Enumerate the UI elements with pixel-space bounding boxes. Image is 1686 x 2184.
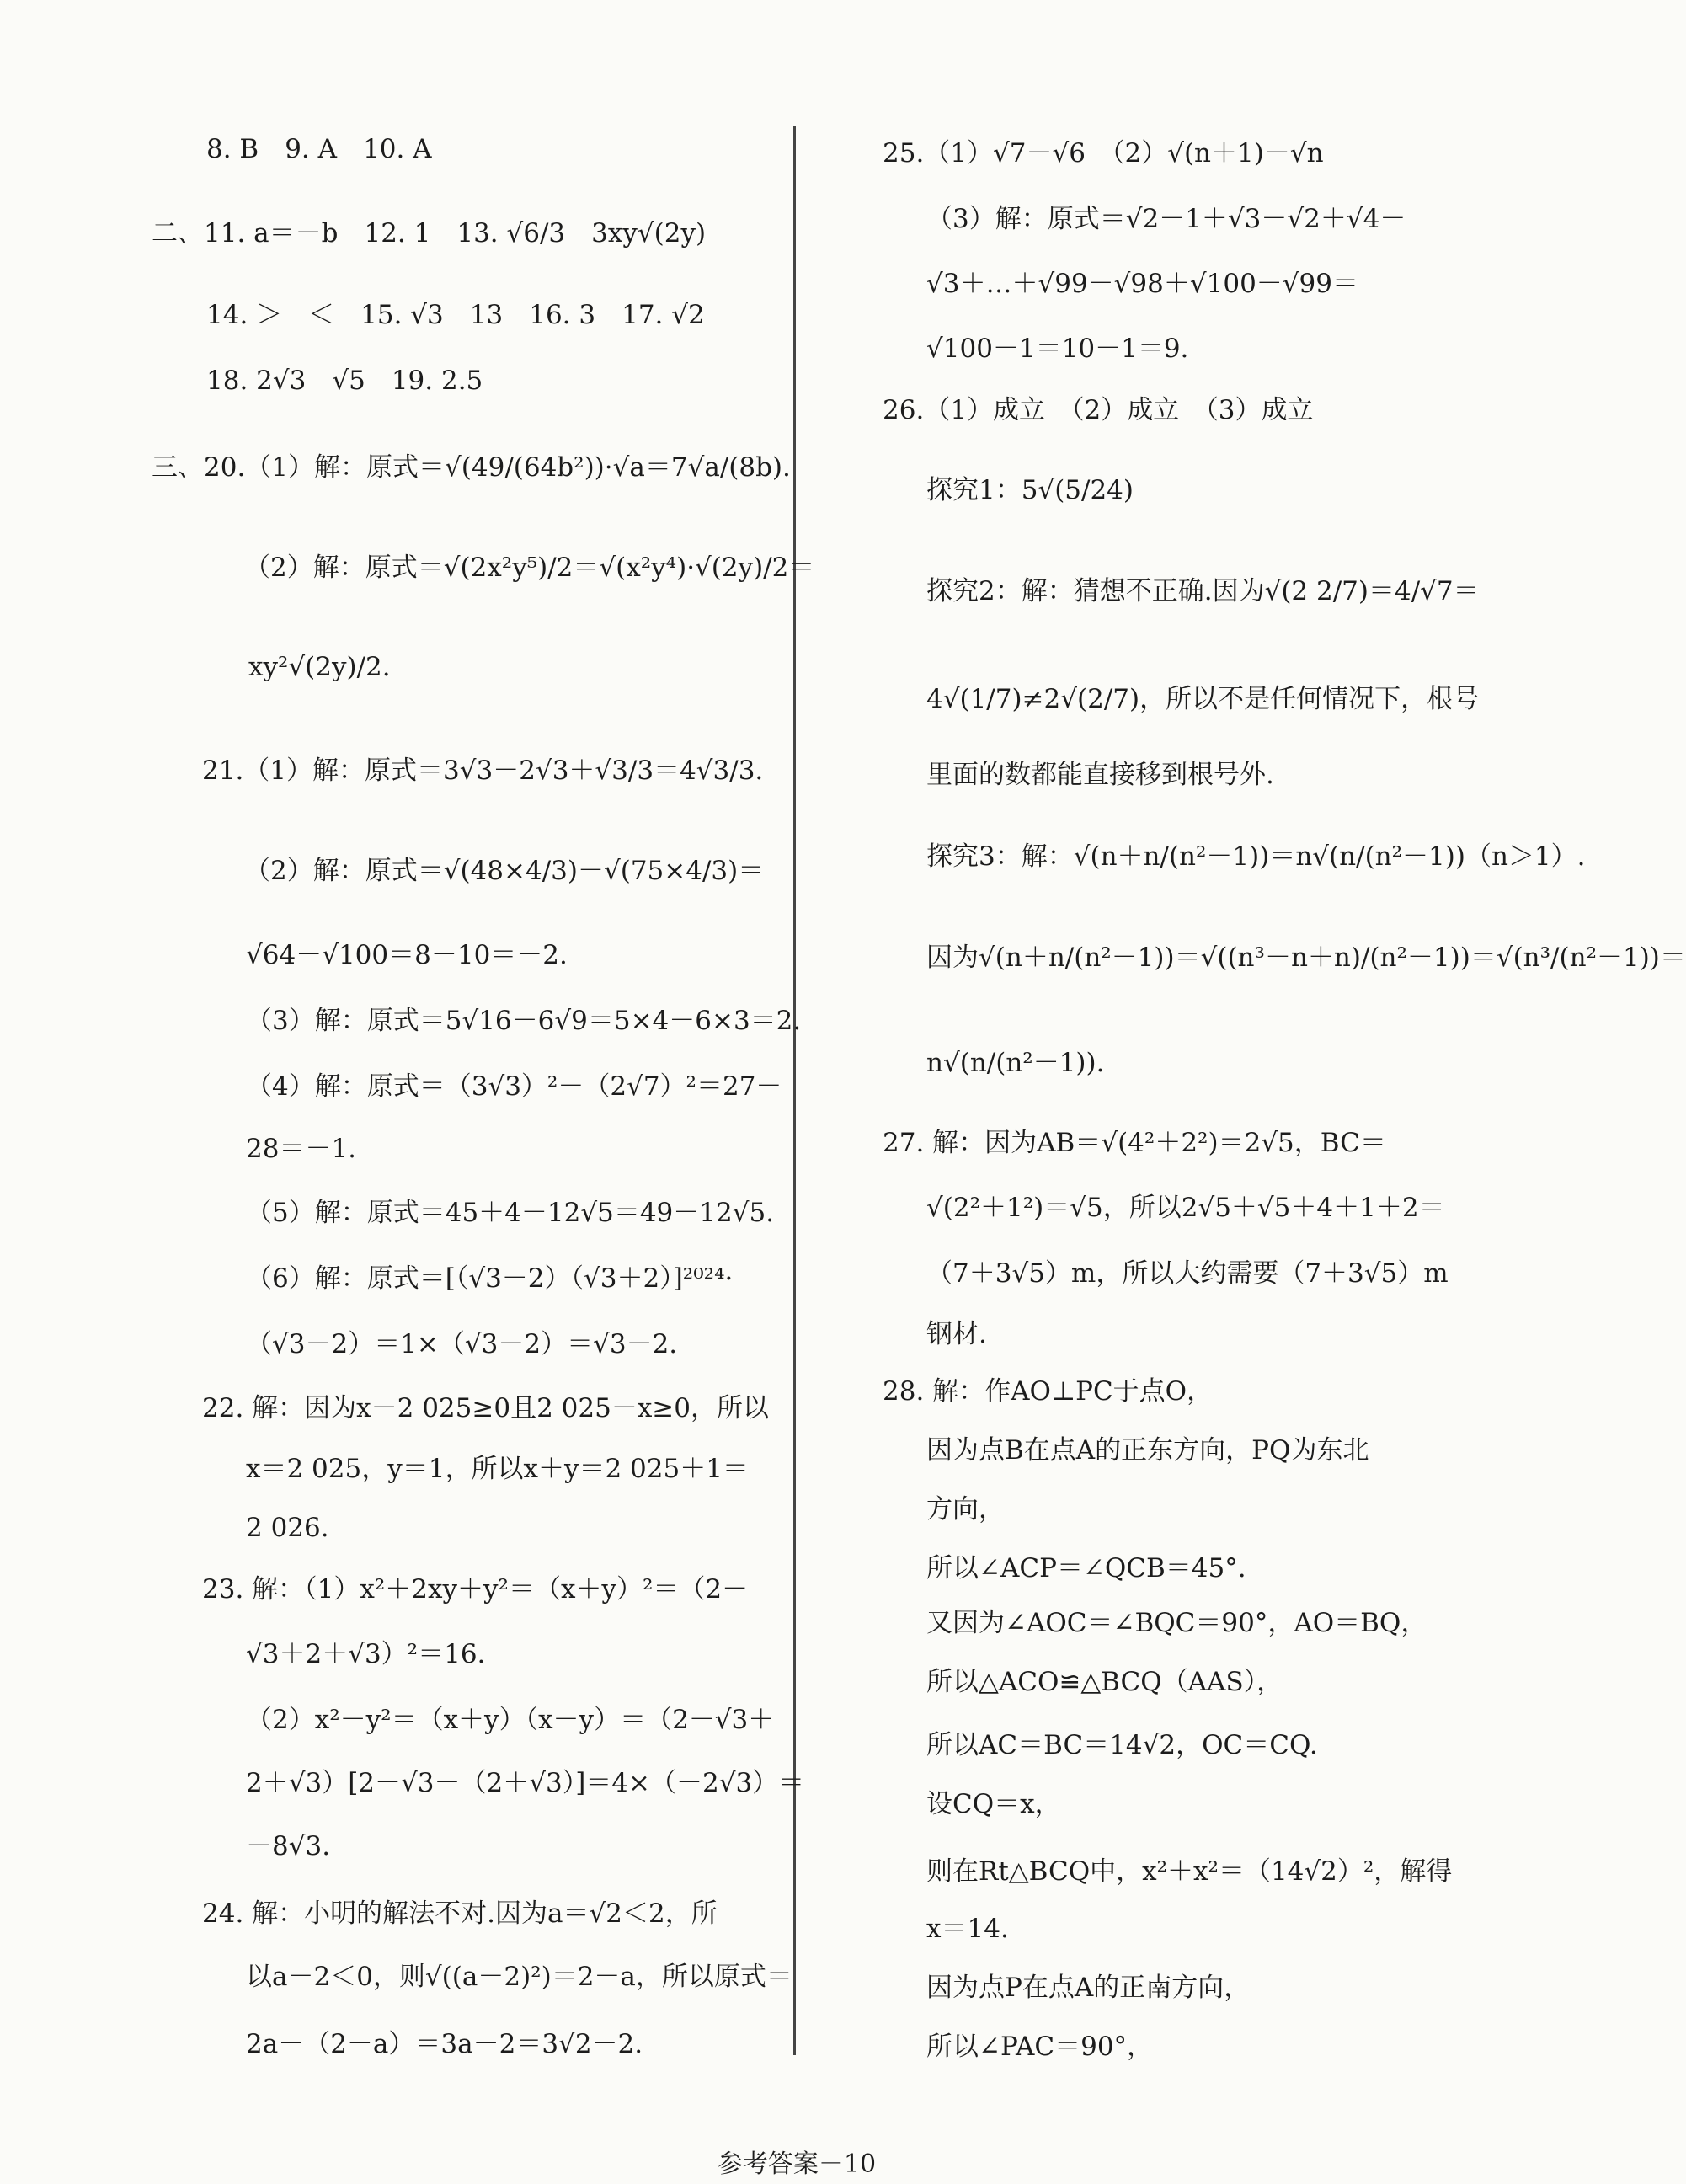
- answer-line: √100－1＝10－1＝9.: [926, 334, 1189, 364]
- answer-line: xy²√(2y)/2.: [248, 652, 391, 682]
- answer-line: 以a－2＜0，则√((a－2)²)＝2－a，所以原式＝: [246, 1962, 792, 1992]
- answer-line: 三、20.（1）解：原式＝√(49/(64b²))·√a＝7√a/(8b).: [152, 452, 791, 483]
- answer-line: 因为√(n＋n/(n²－1))＝√((n³－n＋n)/(n²－1))＝√(n³/(n²－1))＝: [926, 942, 1686, 973]
- answer-line: （2）解：原式＝√(2x²y⁵)/2＝√(x²y⁴)·√(2y)/2＝: [244, 553, 815, 583]
- answer-line: （2）x²－y²＝（x＋y）（x－y）＝（2－√3＋: [246, 1705, 775, 1735]
- answer-line: （7＋3√5）m，所以大约需要（7＋3√5）m: [926, 1258, 1449, 1289]
- answer-line: 二、11. a＝－b 12. 1 13. √6/3 3xy√(2y): [152, 218, 707, 248]
- answer-line: 28. 解：作AO⊥PC于点O，: [883, 1376, 1214, 1407]
- answer-line: 24. 解：小明的解法不对.因为a＝√2＜2，所: [202, 1898, 718, 1929]
- answer-line: 28＝－1.: [246, 1134, 357, 1164]
- answer-line: 又因为∠AOC＝∠BQC＝90°，AO＝BQ，: [926, 1608, 1427, 1638]
- answer-line: 探究1：5√(5/24): [926, 475, 1134, 505]
- answer-line: 所以AC＝BC＝14√2，OC＝CQ.: [926, 1730, 1318, 1760]
- answer-line: 26.（1）成立 （2）成立 （3）成立: [883, 395, 1314, 425]
- answer-line: n√(n/(n²－1)).: [926, 1048, 1105, 1078]
- answer-line: 18. 2√3 √5 19. 2.5: [206, 366, 483, 396]
- answer-line: 25.（1）√7－√6 （2）√(n＋1)－√n: [883, 138, 1324, 168]
- answer-line: 21.（1）解：原式＝3√3－2√3＋√3/3＝4√3/3.: [202, 756, 764, 786]
- answer-line: （3）解：原式＝√2－1＋√3－√2＋√4－: [926, 204, 1406, 234]
- answer-line: （2）解：原式＝√(48×4/3)－√(75×4/3)＝: [244, 856, 765, 886]
- answer-line: 钢材.: [926, 1319, 987, 1349]
- answer-line: 23. 解：（1）x²＋2xy＋y²＝（x＋y）²＝（2－: [202, 1574, 749, 1605]
- answer-line: 则在Rt△BCQ中，x²＋x²＝（14√2）²，解得: [926, 1856, 1453, 1887]
- answer-line: 2＋√3）[2－√3－（2＋√3）]＝4×（－2√3）＝: [246, 1768, 805, 1798]
- answer-line: 2 026.: [246, 1513, 329, 1543]
- answer-line: 4√(1/7)≠2√(2/7)，所以不是任何情况下，根号: [926, 684, 1480, 714]
- answer-line: 8. B 9. A 10. A: [206, 134, 432, 164]
- page-footer: 参考答案－10: [717, 2149, 877, 2179]
- answer-line: 探究3：解：√(n＋n/(n²－1))＝n√(n/(n²－1))（n＞1）.: [926, 841, 1586, 872]
- answer-line: （3）解：原式＝5√16－6√9＝5×4－6×3＝2.: [246, 1006, 802, 1036]
- answer-line: （√3－2）＝1×（√3－2）＝√3－2.: [246, 1329, 678, 1359]
- answer-line: x＝14.: [926, 1914, 1009, 1944]
- answer-line: （4）解：原式＝（3√3）²－（2√7）²＝27－: [246, 1071, 782, 1102]
- answer-line: 因为点B在点A的正东方向，PQ为东北: [926, 1435, 1369, 1466]
- answer-line: √(2²＋1²)＝√5，所以2√5＋√5＋4＋1＋2＝: [926, 1193, 1445, 1223]
- answer-line: （5）解：原式＝45＋4－12√5＝49－12√5.: [246, 1198, 775, 1228]
- answer-line: √3＋2＋√3）²＝16.: [246, 1639, 486, 1669]
- answer-line: 2a－（2－a）＝3a－2＝3√2－2.: [246, 2029, 643, 2059]
- answer-line: 所以△ACO≌△BCQ（AAS），: [926, 1667, 1283, 1697]
- answer-line: 设CQ＝x，: [926, 1789, 1061, 1819]
- answer-line: （6）解：原式＝[（√3－2）（√3＋2）]²⁰²⁴·: [246, 1263, 734, 1294]
- answer-line: 所以∠PAC＝90°，: [926, 2032, 1154, 2062]
- answer-line: 所以∠ACP＝∠QCB＝45°.: [926, 1553, 1246, 1583]
- answer-line: √64－√100＝8－10＝－2.: [246, 940, 568, 970]
- answer-line: 22. 解：因为x－2 025≥0且2 025－x≥0，所以: [202, 1393, 770, 1423]
- answer-line: 方向，: [926, 1494, 1005, 1525]
- answer-line: √3＋…＋√99－√98＋√100－√99＝: [926, 269, 1358, 299]
- answer-line: 里面的数都能直接移到根号外.: [926, 760, 1274, 790]
- answer-line: －8√3.: [246, 1831, 331, 1861]
- answer-line: x＝2 025，y＝1，所以x＋y＝2 025＋1＝: [246, 1454, 749, 1484]
- answer-line: 因为点P在点A的正南方向，: [926, 1973, 1251, 2003]
- answer-line: 探究2：解：猜想不正确.因为√(2 2/7)＝4/√7＝: [926, 576, 1480, 606]
- answer-line: 14. ＞ ＜ 15. √3 13 16. 3 17. √2: [206, 300, 705, 330]
- answer-line: 27. 解：因为AB＝√(4²＋2²)＝2√5，BC＝: [883, 1128, 1386, 1158]
